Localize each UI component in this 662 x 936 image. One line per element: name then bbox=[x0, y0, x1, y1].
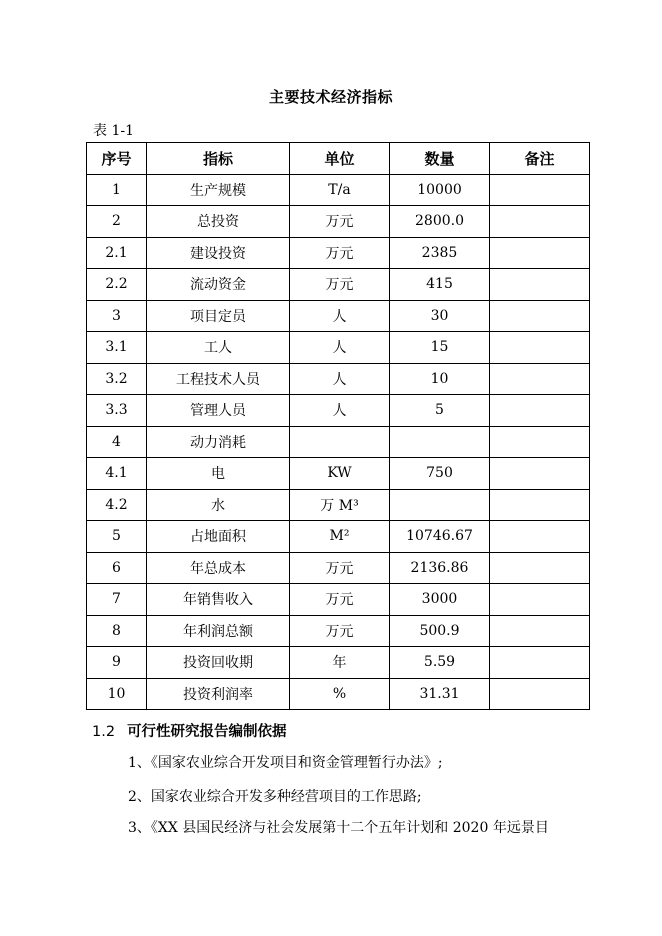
cell-item: 水 bbox=[147, 489, 290, 521]
cell-qty: 5.59 bbox=[390, 647, 490, 679]
table-row bbox=[87, 332, 590, 364]
cell-item: 占地面积 bbox=[147, 521, 290, 553]
cell-item: 年销售收入 bbox=[147, 584, 290, 616]
cell-note bbox=[490, 489, 590, 521]
section-heading bbox=[92, 720, 287, 741]
table-row bbox=[87, 552, 590, 584]
cell-no: 3.1 bbox=[87, 332, 147, 364]
cell-unit: % bbox=[290, 678, 390, 710]
cell-note bbox=[490, 300, 590, 332]
cell-no: 5 bbox=[87, 521, 147, 553]
cell-item: 投资利润率 bbox=[147, 678, 290, 710]
paragraph-basis-2: 2、国家农业综合开发多种经营项目的工作思路; bbox=[128, 789, 422, 805]
table-row bbox=[87, 395, 590, 427]
cell-note bbox=[490, 237, 590, 269]
cell-qty: 2136.86 bbox=[390, 552, 490, 584]
cell-note bbox=[490, 521, 590, 553]
cell-unit: 人 bbox=[290, 332, 390, 364]
cell-item: 动力消耗 bbox=[147, 426, 290, 458]
cell-qty: 5 bbox=[390, 395, 490, 427]
cell-qty: 15 bbox=[390, 332, 490, 364]
cell-unit: 万元 bbox=[290, 615, 390, 647]
cell-no: 8 bbox=[87, 615, 147, 647]
cell-no: 3.2 bbox=[87, 363, 147, 395]
cell-note bbox=[490, 647, 590, 679]
cell-unit: 万元 bbox=[290, 552, 390, 584]
section-number: 1.2 bbox=[92, 724, 116, 740]
section-title: 可行性研究报告编制依据 bbox=[127, 723, 287, 740]
table-row bbox=[87, 584, 590, 616]
cell-no: 7 bbox=[87, 584, 147, 616]
document-title: 主要技术经济指标 bbox=[268, 88, 393, 106]
cell-unit bbox=[290, 426, 390, 458]
cell-item: 年利润总额 bbox=[147, 615, 290, 647]
cell-unit: 人 bbox=[290, 300, 390, 332]
cell-qty: 750 bbox=[390, 458, 490, 490]
cell-item: 工程技术人员 bbox=[147, 363, 290, 395]
cell-item: 建设投资 bbox=[147, 237, 290, 269]
cell-no: 6 bbox=[87, 552, 147, 584]
table-label: 表 1-1 bbox=[93, 123, 134, 139]
table-header-row bbox=[87, 143, 590, 175]
cell-unit: 万元 bbox=[290, 237, 390, 269]
cell-note bbox=[490, 174, 590, 206]
cell-note bbox=[490, 206, 590, 238]
table-row bbox=[87, 206, 590, 238]
economic-indicators-table bbox=[86, 142, 590, 710]
cell-qty bbox=[390, 426, 490, 458]
cell-qty: 2385 bbox=[390, 237, 490, 269]
cell-note bbox=[490, 363, 590, 395]
cell-item: 年总成本 bbox=[147, 552, 290, 584]
header-no: 序号 bbox=[87, 143, 147, 175]
paragraph-basis-3: 3、《XX 县国民经济与社会发展第十二个五年计划和 2020 年远景目 bbox=[128, 820, 549, 836]
cell-qty: 30 bbox=[390, 300, 490, 332]
cell-note bbox=[490, 395, 590, 427]
cell-no: 4.1 bbox=[87, 458, 147, 490]
cell-note bbox=[490, 426, 590, 458]
table-row bbox=[87, 678, 590, 710]
cell-item: 管理人员 bbox=[147, 395, 290, 427]
cell-qty: 500.9 bbox=[390, 615, 490, 647]
table-row bbox=[87, 174, 590, 206]
cell-item: 流动资金 bbox=[147, 269, 290, 301]
cell-qty bbox=[390, 489, 490, 521]
cell-qty: 10000 bbox=[390, 174, 490, 206]
cell-unit: 人 bbox=[290, 395, 390, 427]
cell-item: 生产规模 bbox=[147, 174, 290, 206]
cell-qty: 10746.67 bbox=[390, 521, 490, 553]
cell-qty: 415 bbox=[390, 269, 490, 301]
table-row bbox=[87, 521, 590, 553]
cell-note bbox=[490, 458, 590, 490]
table-body bbox=[87, 174, 590, 710]
cell-unit: 万元 bbox=[290, 206, 390, 238]
table-row bbox=[87, 237, 590, 269]
cell-no: 2.1 bbox=[87, 237, 147, 269]
cell-qty: 3000 bbox=[390, 584, 490, 616]
cell-unit: 万元 bbox=[290, 584, 390, 616]
cell-no: 3 bbox=[87, 300, 147, 332]
cell-qty: 10 bbox=[390, 363, 490, 395]
cell-unit: 万元 bbox=[290, 269, 390, 301]
cell-item: 总投资 bbox=[147, 206, 290, 238]
cell-note bbox=[490, 678, 590, 710]
cell-no: 4 bbox=[87, 426, 147, 458]
table-row bbox=[87, 426, 590, 458]
cell-item: 电 bbox=[147, 458, 290, 490]
table-row bbox=[87, 489, 590, 521]
cell-item: 工人 bbox=[147, 332, 290, 364]
cell-unit: 年 bbox=[290, 647, 390, 679]
cell-qty: 2800.0 bbox=[390, 206, 490, 238]
cell-unit: 人 bbox=[290, 363, 390, 395]
cell-no: 4.2 bbox=[87, 489, 147, 521]
cell-note bbox=[490, 552, 590, 584]
cell-no: 1 bbox=[87, 174, 147, 206]
cell-unit: KW bbox=[290, 458, 390, 490]
table-row bbox=[87, 269, 590, 301]
cell-note bbox=[490, 332, 590, 364]
table-row bbox=[87, 300, 590, 332]
table-row bbox=[87, 615, 590, 647]
table-row bbox=[87, 647, 590, 679]
cell-note bbox=[490, 584, 590, 616]
header-note: 备注 bbox=[490, 143, 590, 175]
header-unit: 单位 bbox=[290, 143, 390, 175]
cell-item: 项目定员 bbox=[147, 300, 290, 332]
cell-unit: M² bbox=[290, 521, 390, 553]
paragraph-basis-1: 1、《国家农业综合开发项目和资金管理暂行办法》; bbox=[128, 755, 443, 771]
cell-no: 3.3 bbox=[87, 395, 147, 427]
table-row bbox=[87, 363, 590, 395]
cell-qty: 31.31 bbox=[390, 678, 490, 710]
cell-no: 2.2 bbox=[87, 269, 147, 301]
cell-no: 10 bbox=[87, 678, 147, 710]
header-item: 指标 bbox=[147, 143, 290, 175]
table-row bbox=[87, 458, 590, 490]
cell-no: 2 bbox=[87, 206, 147, 238]
cell-note bbox=[490, 269, 590, 301]
cell-unit: T/a bbox=[290, 174, 390, 206]
cell-item: 投资回收期 bbox=[147, 647, 290, 679]
header-qty: 数量 bbox=[390, 143, 490, 175]
cell-note bbox=[490, 615, 590, 647]
cell-unit: 万 M³ bbox=[290, 489, 390, 521]
cell-no: 9 bbox=[87, 647, 147, 679]
